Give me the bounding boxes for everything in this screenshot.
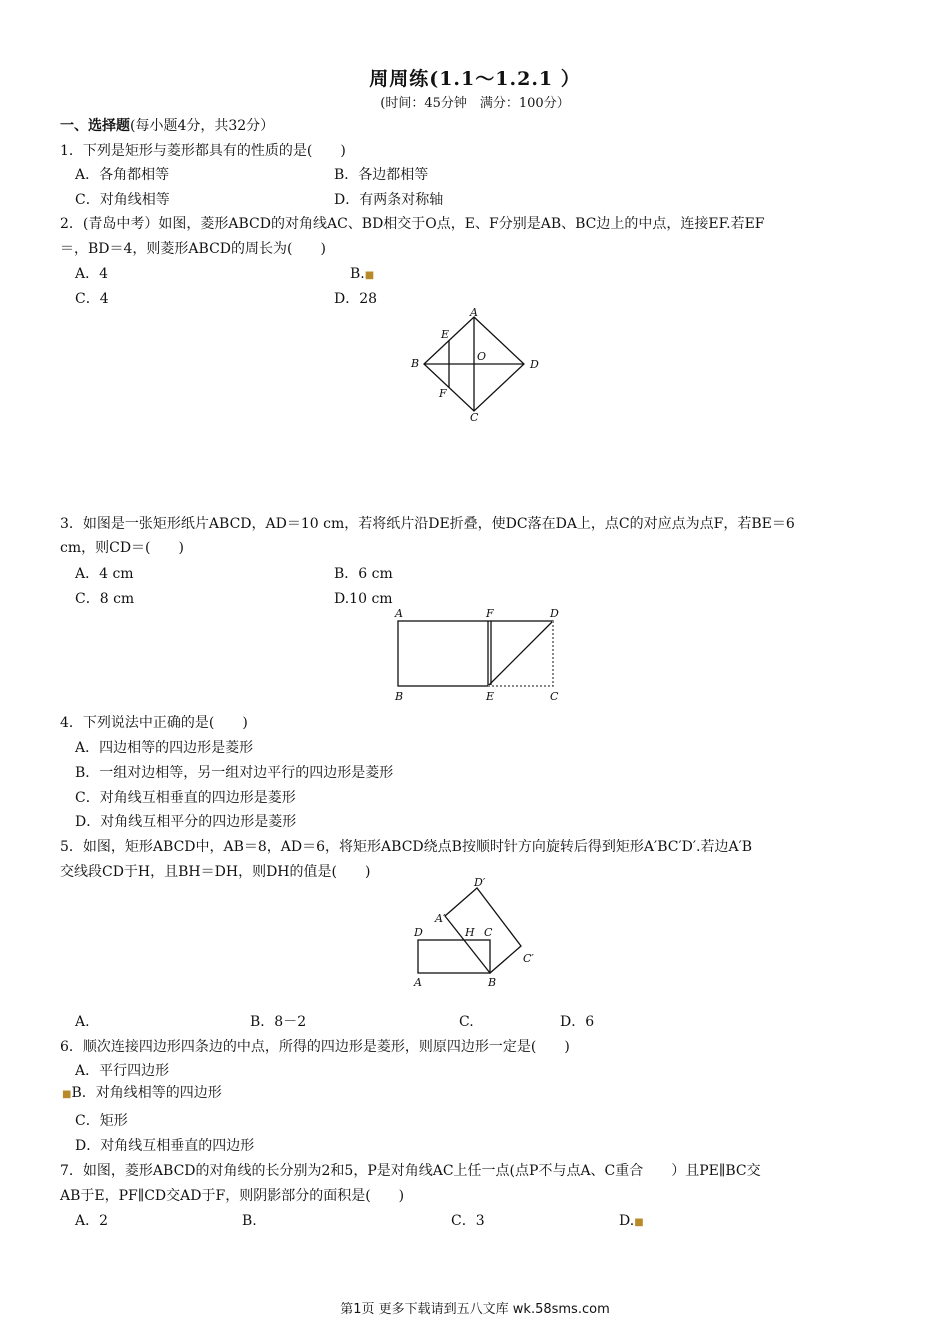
fig2-label-d: D xyxy=(530,358,539,371)
q2-option-b: B.■ xyxy=(350,266,375,282)
question-3-stem-line2: cm，则CD＝( ) xyxy=(60,540,184,556)
q1-option-d: D．有两条对称轴 xyxy=(334,192,444,208)
page-subtitle: (时间：45分钟 满分：100分） xyxy=(380,96,570,111)
q5-option-d: D．6 xyxy=(560,1014,595,1030)
q2-option-c: C．4 xyxy=(75,291,109,307)
question-2-stem-line2: ＝，BD＝4，则菱形ABCD的周长为( ) xyxy=(60,241,326,257)
fig5-label-h: H xyxy=(465,926,475,939)
q1-option-c: C．对角线相等 xyxy=(75,192,170,208)
fig2-label-b: B xyxy=(411,357,420,370)
rotated-rectangle-figure xyxy=(405,876,550,994)
q6-option-a: A．平行四边形 xyxy=(75,1063,170,1079)
question-7-stem-line2: AB于E，PF∥CD交AD于F，则阴影部分的面积是( ) xyxy=(60,1188,405,1204)
fig5-label-b: B xyxy=(488,976,497,989)
q2-option-d: D．28 xyxy=(334,291,378,307)
question-7-stem-line1: 7．如图，菱形ABCD的对角线的长分别为2和5，P是对角线AC上任一点(点P不与点A、C重合 ）且PE∥BC交 xyxy=(60,1163,761,1179)
q3-option-c: C．8 cm xyxy=(75,591,135,607)
section-title: 一、选择题 xyxy=(60,118,130,134)
q7-option-c: C．3 xyxy=(451,1213,485,1229)
fig3-label-c: C xyxy=(550,690,559,703)
question-3-stem-line1: 3．如图是一张矩形纸片ABCD，AD＝10 cm，若将纸片沿DE折叠，使DC落在DA上，点C的对应点为点F，若BE＝6 xyxy=(60,516,795,532)
fig5-label-a-prime: A′ xyxy=(435,912,446,925)
section-heading xyxy=(60,117,274,135)
folded-rectangle-figure xyxy=(388,604,568,704)
q7-option-a: A．2 xyxy=(75,1213,109,1229)
page-footer: 第1页 更多下载请到五八文库 wk.58sms.com xyxy=(340,1302,610,1317)
q3-option-b: B．6 cm xyxy=(334,566,393,582)
fig3-label-f: F xyxy=(486,607,494,620)
q4-option-b: B．一组对边相等，另一组对边平行的四边形是菱形 xyxy=(75,765,394,781)
fig2-label-o: O xyxy=(477,350,487,363)
page-title: 周周练(1.1～1.2.1 ） xyxy=(369,68,581,90)
fig5-label-d-prime: D′ xyxy=(474,876,486,889)
question-6-stem: 6．顺次连接四边形四条边的中点，所得的四边形是菱形，则原四边形一定是( ) xyxy=(60,1039,570,1055)
fig5-label-c: C xyxy=(484,926,493,939)
q3-option-a: A．4 cm xyxy=(75,566,134,582)
q7-option-d: D.■ xyxy=(619,1213,644,1229)
question-1-stem: 1．下列是矩形与菱形都具有的性质的是( ) xyxy=(60,143,346,159)
fig3-label-a: A xyxy=(395,607,403,620)
q7-option-b: B. xyxy=(242,1213,257,1229)
q6-option-d: D．对角线互相垂直的四边形 xyxy=(75,1138,255,1154)
question-5-stem-line1: 5．如图，矩形ABCD中，AB＝8，AD＝6，将矩形ABCD绕点B按顺时针方向旋转后得到矩形A′BC′D′.若边A′B xyxy=(60,839,753,855)
fig2-label-f: F xyxy=(439,387,447,400)
question-5-stem-line2: 交线段CD于H，且BH＝DH，则DH的值是( ) xyxy=(60,864,371,880)
q6-option-b: ■B．对角线相等的四边形 xyxy=(62,1085,222,1101)
fig2-label-e: E xyxy=(441,328,450,341)
q2-option-a: A．4 xyxy=(75,266,109,282)
q4-option-d: D．对角线互相平分的四边形是菱形 xyxy=(75,814,297,830)
q4-option-a: A．四边相等的四边形是菱形 xyxy=(75,740,254,756)
q3-option-d: D.10 cm xyxy=(334,591,393,607)
fig5-label-a: A xyxy=(414,976,422,989)
fig3-label-b: B xyxy=(395,690,404,703)
fig5-label-c-prime: C′ xyxy=(523,952,534,965)
q6-option-c: C．矩形 xyxy=(75,1113,128,1129)
fig3-label-d: D xyxy=(550,607,559,620)
q5-option-c: C. xyxy=(459,1014,474,1030)
question-2-stem-line1: 2．(青岛中考）如图，菱形ABCD的对角线AC、BD相交于O点，E、F分别是AB、BC边上的中点，连接EF.若EF xyxy=(60,216,765,232)
fig5-label-d: D xyxy=(414,926,423,939)
section-note: (每小题4分，共32分） xyxy=(130,118,275,134)
q4-option-c: C．对角线互相垂直的四边形是菱形 xyxy=(75,790,296,806)
question-4-stem: 4．下列说法中正确的是( ) xyxy=(60,715,248,731)
q1-option-a: A．各角都相等 xyxy=(75,167,170,183)
q5-option-b: B．8－2 xyxy=(250,1014,307,1030)
q5-option-a: A. xyxy=(75,1014,90,1030)
q1-option-b: B．各边都相等 xyxy=(334,167,429,183)
fig2-label-c: C xyxy=(470,411,479,424)
fig2-label-a: A xyxy=(470,306,478,319)
rhombus-figure xyxy=(400,304,550,424)
fig3-label-e: E xyxy=(486,690,495,703)
